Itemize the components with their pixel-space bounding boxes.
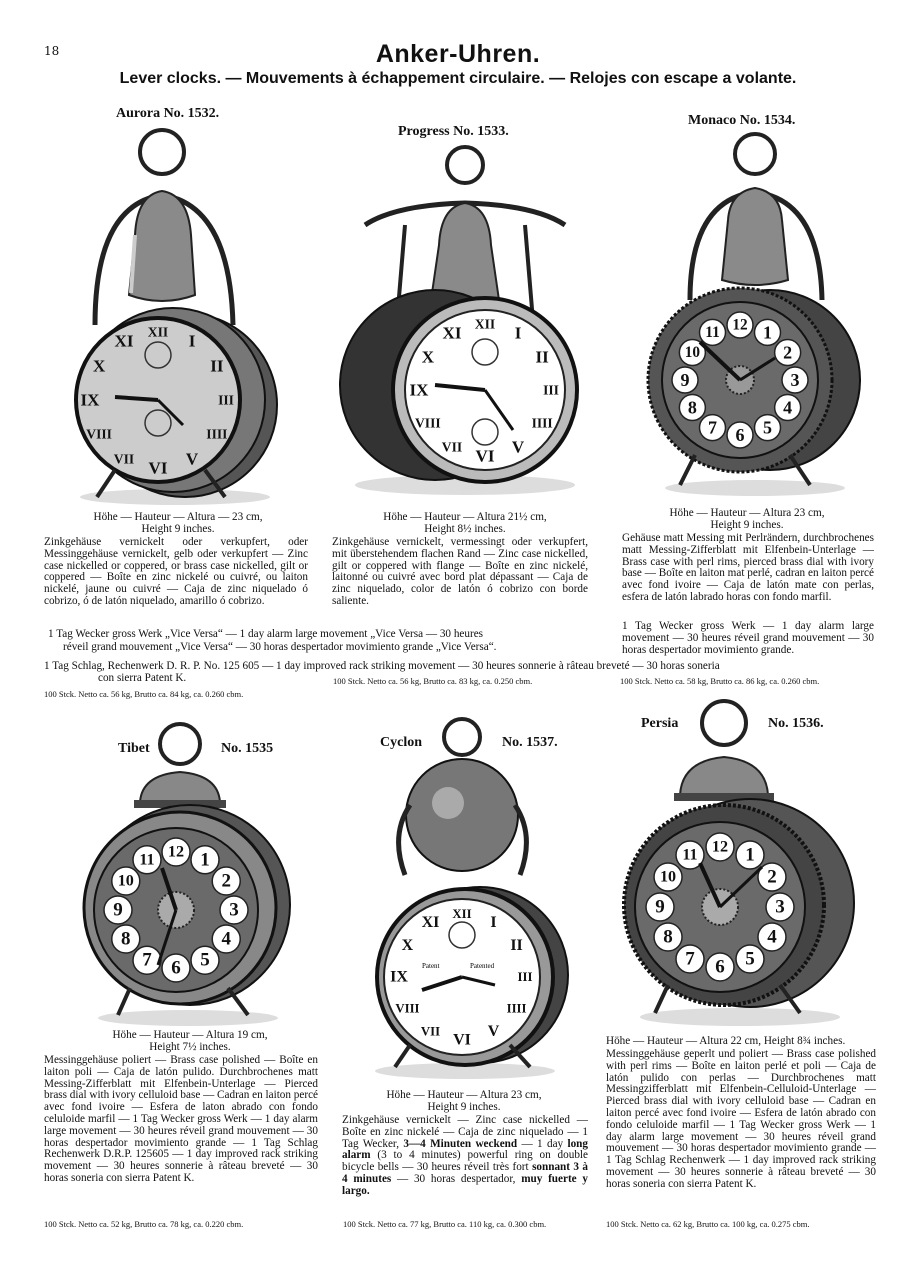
dial-numeral: 12 [167, 843, 185, 861]
dial-numeral: 5 [200, 949, 210, 971]
packing-aurora: 100 Stck. Netto ca. 56 kg, Brutto ca. 84 kg, ca. 0.260 cbm. [44, 689, 244, 699]
height-inches-progress: Height 8½ inches. [424, 522, 506, 535]
dial-numeral: 6 [171, 957, 181, 979]
height-monaco: Höhe — Hauteur — Altura 23 cm, [669, 507, 825, 519]
dial-numeral: 5 [763, 417, 772, 438]
dial-numeral: 10 [117, 872, 134, 890]
dial-numeral: VIII [395, 1001, 420, 1016]
page-number: 18 [44, 44, 60, 58]
dial-numeral: 12 [732, 316, 748, 334]
packing-progress: 100 Stck. Netto ca. 56 kg, Brutto ca. 83 kg, ca. 0.250 cbm. [333, 676, 533, 686]
dial-numeral: 3 [775, 896, 785, 918]
dial-numeral: 1 [200, 849, 210, 871]
dial-numeral: 2 [767, 866, 777, 888]
dial-numeral: 9 [680, 370, 690, 390]
dial-numeral: VII [420, 1024, 441, 1039]
alarm-line-2: réveil grand mouvement „Vice Versa“ — 30 horas despertador movimiento grande „Vice Versa“. [63, 641, 497, 653]
product-number-cyclon: No. 1537. [502, 735, 558, 750]
packing-persia: 100 Stck. Netto ca. 62 kg, Brutto ca. 100 kg, ca. 0.275 cbm. [606, 1219, 810, 1229]
product-name-cyclon: Cyclon [380, 735, 422, 750]
dial-numeral: I [490, 913, 497, 931]
height-inches-monaco: Height 9 inches. [710, 518, 784, 531]
dial-numeral: III [517, 970, 533, 984]
dial-numeral: 2 [783, 342, 793, 363]
dial-numeral: IX [409, 380, 429, 400]
description-aurora: Zinkgehäuse vernickelt oder verkupfert, oder Messinggehäuse vernickelt, gelb oder verkupfert — Zinc case nickelled or coppered, or brass case nickelled, gilt or coppered — Boîte en zinc nickelé ou cuivré, ou laiton nickelé, jaune ou cuivré — Caja de zinc niquelado ó cobrizo, ó de latón niquelado, amarillo ó cobrizo. [44, 536, 308, 607]
dial-numeral: 3 [229, 899, 239, 921]
height-persia: Höhe — Hauteur — Altura 22 cm, Height 8¾ inches. [606, 1035, 846, 1047]
dial-numeral: X [401, 937, 414, 954]
page-title: Anker-Uhren. [375, 40, 541, 68]
product-name-progress: Progress No. 1533. [398, 124, 509, 139]
product-name-monaco: Monaco No. 1534. [688, 113, 796, 128]
dial-numeral: III [543, 382, 559, 398]
dial-numeral: 4 [783, 397, 793, 418]
height-inches-tibet: Height 7½ inches. [149, 1040, 231, 1053]
dial-numeral: 7 [685, 948, 695, 970]
dial-numeral: IIII [506, 1001, 527, 1016]
product-number-persia: No. 1536. [768, 716, 824, 731]
product-number-tibet: No. 1535 [221, 741, 274, 756]
dial-numeral: 3 [790, 370, 800, 390]
dial-numeral: 1 [745, 844, 755, 866]
dial-numeral: XI [114, 331, 134, 351]
dial-numeral: X [421, 347, 434, 367]
clock-illustration-monaco [640, 130, 870, 500]
clock-illustration-cyclon [350, 715, 580, 1085]
dial-numeral: 5 [745, 948, 755, 970]
dial-numeral: I [188, 331, 196, 351]
dial-numeral: 11 [705, 323, 720, 341]
description-monaco: Gehäuse matt Messing mit Perlrändern, durchbrochenes matt Messing-Zifferblatt mit Elfenbein-Unterlage — Brass case with perl rims, pierced brass dial with ivory base — Boîte en laiton mat perlé, cadran en laiton percé avec fond ivoire — Caja de latón mate con perlas, esfera de latón labrado horas con fondo marfil. [622, 532, 874, 603]
dial-numeral: 9 [113, 899, 123, 921]
dial-numeral: 4 [767, 926, 777, 948]
dial-numeral: II [510, 937, 523, 954]
dial-numeral: 10 [684, 344, 701, 361]
clock-illustration-persia [620, 695, 870, 1030]
strike-line-1: 1 Tag Schlag, Rechenwerk D. R. P. No. 125 605 — 1 day improved rack striking movement — 30 heures sonnerie à râteau breveté — 30 horas soneria [44, 660, 720, 672]
dial-numeral: X [92, 356, 106, 376]
dial-numeral: 8 [121, 928, 131, 950]
dial-numeral: IX [390, 968, 408, 986]
dial-numeral: VI [475, 446, 495, 466]
packing-cyclon: 100 Stck. Netto ca. 77 kg, Brutto ca. 110 kg, ca. 0.300 cbm. [343, 1219, 547, 1229]
dial-numeral: IIII [531, 415, 553, 431]
dial-numeral: II [535, 347, 549, 367]
strike-line-2: con sierra Patent K. [98, 672, 187, 684]
height-tibet: Höhe — Hauteur — Altura 19 cm, [112, 1029, 268, 1041]
dial-numeral: IX [80, 390, 100, 410]
dial-numeral: XII [474, 316, 496, 332]
dial-numeral: 12 [711, 838, 729, 856]
description-tibet: Messinggehäuse poliert — Brass case polished — Boîte en laiton poli — Caja de latón pulido. Durchbrochenes matt Messing-Zifferblatt mit Elfenbein-Unterlage — Pierced brass dial with ivory celluloid base — Cadran en laiton percé avec fond ivoire — Esfera de laton abrado con fondo celuloide marfil — 1 Tag Wecker gross Werk — 1 day alarm large movement — 30 heures réveil grand mouvement — 30 horas despertador movimiento grande — 1 Tag Schlag Rechenwerk D.R.P. 125605 — 1 day improved rack striking movement — 30 heures sonnerie à râteau breveté — 30 horas soneria con sierra Patent K. [44, 1054, 319, 1184]
alarm-line-1: 1 Tag Wecker gross Werk „Vice Versa“ — 1 day alarm large movement „Vice Versa — 30 heures [48, 628, 484, 640]
dial-numeral: 4 [221, 928, 231, 950]
packing-monaco: 100 Stck. Netto ca. 58 kg, Brutto ca. 86 kg, ca. 0.260 cbm. [620, 676, 820, 686]
dial-numeral: 10 [659, 868, 677, 886]
dial-numeral: V [487, 1023, 500, 1041]
dial-label-patented: Patented [470, 962, 495, 970]
dial-numeral: XII [147, 324, 169, 340]
dial-label-patent: Patent [422, 962, 440, 970]
description-progress: Zinkgehäuse vernickelt, vermessingt oder verkupfert, mit überstehendem flachen Rand — Zinc case nickelled, gilt or coppered with flange — Boîte en zinc nickelé, laitonné ou cuivré avec bord plat dépassant — Caja de zinc niquelado, color de latón ó cobrizo con borde saliente. [332, 536, 588, 607]
description-persia: Messinggehäuse geperlt und poliert — Brass case polished with perl rims — Boîte en laiton perlé et poli — Caja de latón pulido con perlas — Durchbrochenes matt Messingzifferblatt mit Elfenbein-Celluloid-Unterlage — Pierced brass dial with ivory celluloid base — Cadran en laiton percé avec fond ivoire — Esfera de latón abrado con fondo celuloide marfil — 1 Tag Wecker gross Werk — 1 day alarm large movement — 30 heures réveil grand mouvement — 30 horas despertador movimiento grande — 1 Tag Schlag Rechenwerk — 1 day improved rack striking movement — 30 heures sonnerie à râteau breveté — 30 horas soneria con sierra Patent K. [606, 1048, 876, 1190]
height-progress: Höhe — Hauteur — Altura 21½ cm, [383, 511, 547, 523]
product-name-aurora: Aurora No. 1532. [116, 106, 220, 121]
dial-numeral: VII [441, 439, 463, 455]
packing-tibet: 100 Stck. Netto ca. 52 kg, Brutto ca. 78 kg, ca. 0.220 cbm. [44, 1219, 244, 1229]
dial-numeral: XI [421, 913, 440, 931]
dial-numeral: VII [113, 451, 135, 467]
height-cyclon: Höhe — Hauteur — Altura 23 cm, [386, 1089, 542, 1101]
clock-illustration-progress [335, 145, 595, 505]
dial-numeral: VI [148, 458, 168, 478]
height-inches-cyclon: Height 9 inches. [427, 1100, 501, 1113]
dial-numeral: 2 [221, 870, 231, 892]
description-cyclon: Zinkgehäuse vernickelt — Zinc case nickelled — Boîte en zinc nickelé — Caja de zinc niquelado — 1 Tag Wecker, 3—4 Minuten weckend — 1 day long alarm (3 to 4 minutes) powerful ring on double bicycle bells — 30 heures réveil très fort sonnant 3 à 4 minutes — 30 horas despertador, muy fuerte y largo. [342, 1114, 589, 1197]
dial-numeral: 7 [142, 949, 152, 971]
height-aurora: Höhe — Hauteur — Altura — 23 cm, [93, 511, 263, 523]
dial-numeral: VI [453, 1031, 471, 1049]
dial-numeral: 1 [763, 322, 772, 343]
dial-numeral: I [514, 323, 522, 343]
dial-numeral: V [511, 437, 525, 457]
movement-monaco: 1 Tag Wecker gross Werk — 1 day alarm large movement — 30 heures réveil grand mouvement — 30 horas despertador movimiento grande. [622, 620, 874, 656]
clock-illustration-aurora [55, 125, 295, 510]
dial-numeral: VIII [86, 426, 112, 442]
product-name-tibet: Tibet [118, 741, 150, 756]
dial-numeral: 9 [655, 896, 665, 918]
dial-numeral: 8 [663, 926, 673, 948]
dial-numeral: XII [452, 907, 472, 921]
product-name-persia: Persia [641, 716, 679, 731]
dial-numeral: 6 [715, 956, 725, 978]
clock-illustration-tibet [78, 720, 308, 1030]
dial-numeral: IIII [206, 426, 228, 442]
dial-numeral: 7 [708, 417, 717, 438]
dial-numeral: V [185, 449, 199, 469]
dial-numeral: II [210, 356, 224, 376]
page-subtitle: Lever clocks. — Mouvements à échappement circulaire. — Relojes con escape a volante. [119, 70, 797, 87]
height-inches-aurora: Height 9 inches. [141, 522, 215, 535]
dial-numeral: 11 [682, 846, 698, 864]
dial-numeral: 6 [735, 425, 745, 445]
dial-numeral: XI [442, 323, 462, 343]
dial-numeral: 11 [139, 851, 155, 869]
dial-numeral: III [218, 392, 234, 408]
dial-numeral: VIII [414, 415, 441, 431]
dial-numeral: 8 [687, 397, 697, 418]
